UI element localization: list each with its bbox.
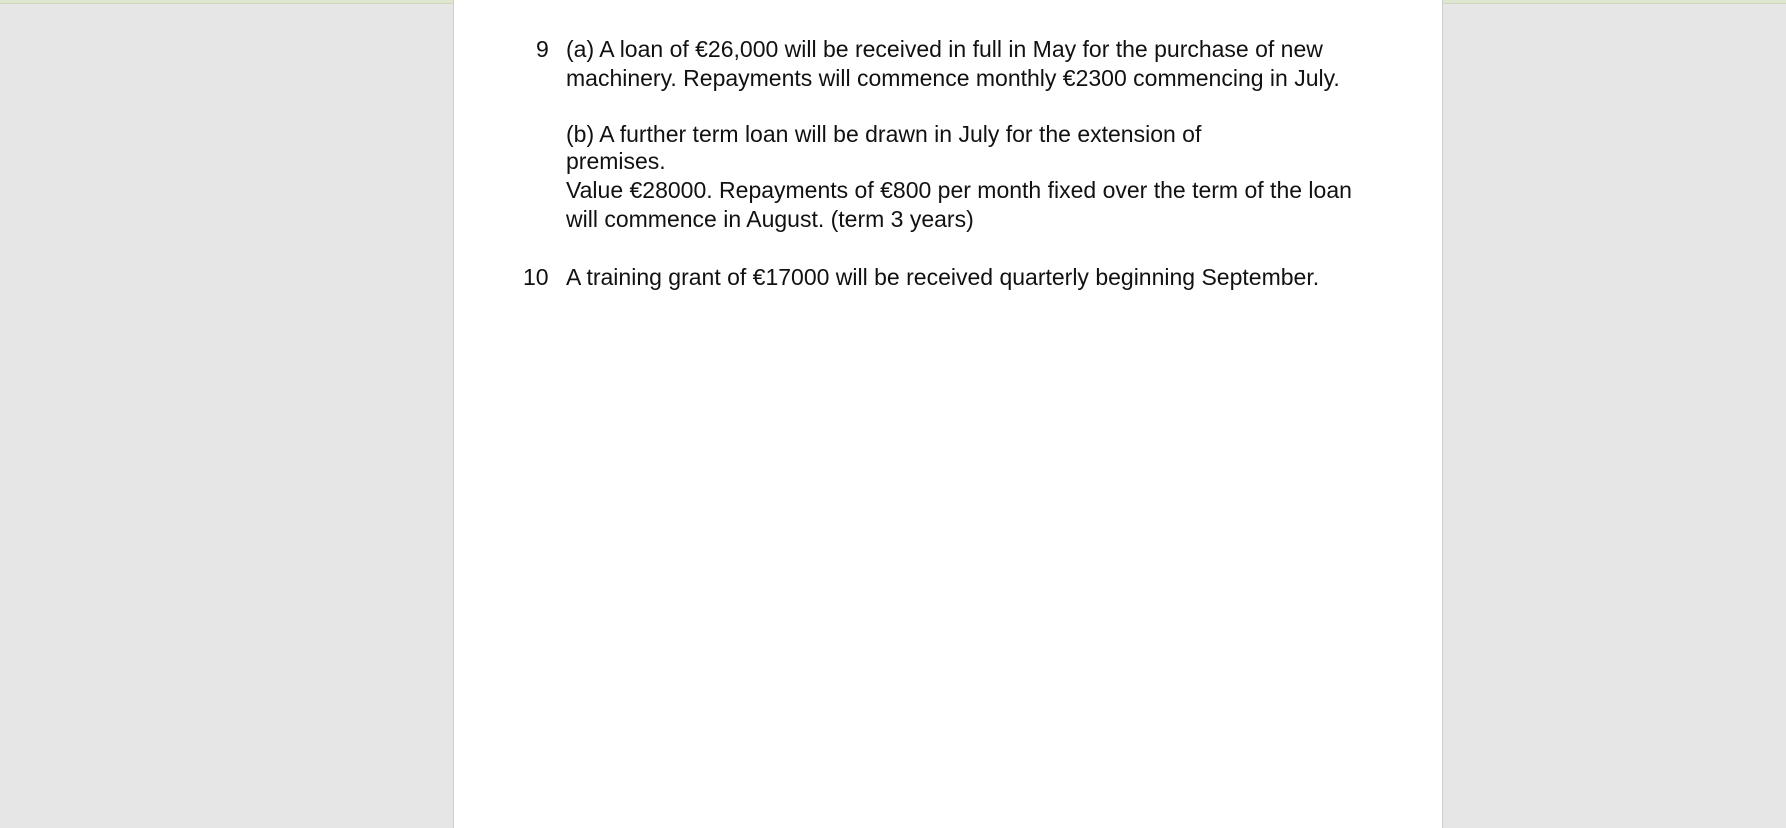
item-number: 10 — [523, 264, 549, 290]
item-10-line-1: A training grant of €17000 will be received quarterly beginning September. — [566, 264, 1320, 290]
item-9-line-5: Value €28000. Repayments of €800 per month fixed over the term of the loan — [566, 177, 1352, 203]
item-9-line-6: will commence in August. (term 3 years) — [566, 206, 974, 232]
item-9-line-1: (a) A loan of €26,000 will be received in full in May for the purchase of new — [566, 36, 1323, 62]
item-9-line-2: machinery. Repayments will commence monthly €2300 commencing in July. — [566, 65, 1340, 91]
item-number: 9 — [536, 36, 549, 62]
document-page — [453, 0, 1443, 828]
item-9-line-3: (b) A further term loan will be drawn in July for the extension of — [566, 121, 1202, 147]
item-9-line-4: premises. — [566, 148, 666, 174]
